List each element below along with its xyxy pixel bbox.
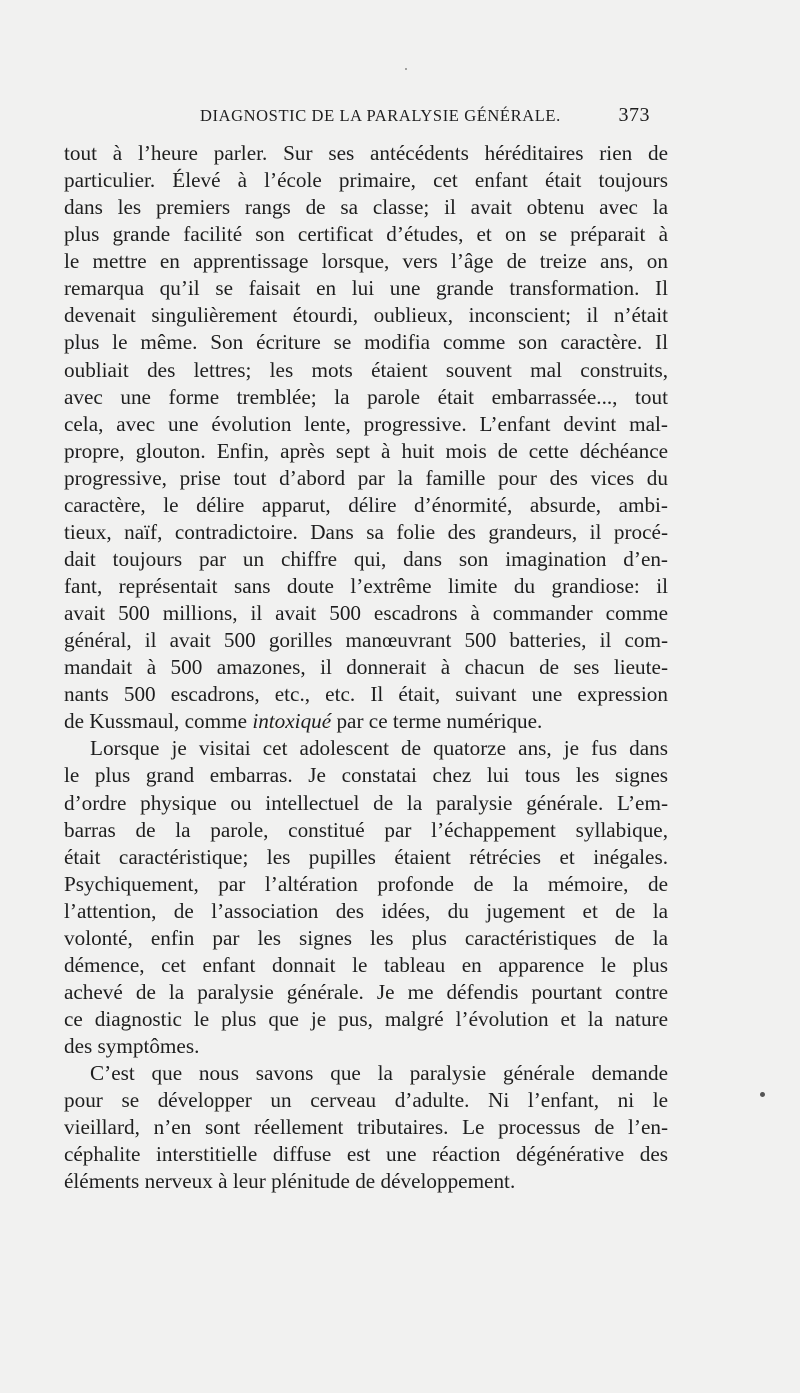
text-line: achevé de la paralysie générale. Je me défendis pourtant contre (64, 979, 668, 1004)
text-line: céphalite interstitielle diffuse est une réaction dégénérative des (64, 1142, 668, 1167)
text-line: Psychiquement, par l’altération profonde de la mémoire, de (64, 871, 668, 896)
text-line: des symptômes. (64, 1034, 200, 1059)
running-title: DIAGNOSTIC DE LA PARALYSIE GÉNÉRALE. (200, 106, 561, 125)
paragraph-first-line: C’est que nous savons que la paralysie générale demande (90, 1061, 668, 1086)
scan-speck (760, 1092, 765, 1097)
text-line: général, il avait 500 gorilles manœuvrant 500 batteries, il com- (64, 628, 668, 653)
text-line: plus grande facilité son certificat d’études, et on se préparait à (64, 222, 668, 247)
italic-term: intoxiqué (252, 709, 332, 734)
text-line: oubliait des lettres; les mots étaient souvent mal construits, (64, 357, 668, 382)
scan-speck (405, 68, 407, 70)
text-line: tout à l’heure parler. Sur ses antécédents héréditaires rien de (64, 141, 668, 165)
text-line: était caractéristique; les pupilles étaient rétrécies et inégales. (64, 844, 668, 869)
text-line: barras de la parole, constitué par l’échappement syllabique, (64, 817, 668, 842)
text-segment: par ce terme numérique. (331, 709, 543, 734)
text-segment: de Kussmaul, comme (64, 709, 253, 734)
text-line: tieux, naïf, contradictoire. Dans sa folie des grandeurs, il procé- (64, 519, 668, 544)
text-line: le plus grand embarras. Je constatai chez lui tous les signes (64, 763, 668, 788)
text-line: avec une forme tremblée; la parole était embarrassée..., tout (64, 384, 668, 409)
text-line: devenait singulièrement étourdi, oublieux, inconscient; il n’était (64, 303, 668, 328)
text-line: progressive, prise tout d’abord par la famille pour des vices du (64, 465, 668, 490)
text-line: le mettre en apprentissage lorsque, vers l’âge de treize ans, on (64, 249, 668, 274)
text-line: dans les premiers rangs de sa classe; il avait obtenu avec la (64, 195, 668, 220)
text-line: propre, glouton. Enfin, après sept à huit mois de cette déchéance (64, 438, 668, 463)
text-line: éléments nerveux à leur plénitude de développement. (64, 1169, 516, 1194)
body-text (64, 140, 668, 1195)
text-line: remarqua qu’il se faisait en lui une grande transformation. Il (64, 276, 668, 301)
text-line: volonté, enfin par les signes les plus caractéristiques de la (64, 925, 668, 950)
page-number: 373 (618, 104, 650, 126)
text-line (64, 708, 668, 735)
text-line: vieillard, n’en sont réellement tributaires. Le processus de l’en- (64, 1115, 668, 1140)
text-line: ce diagnostic le plus que je pus, malgré l’évolution et la nature (64, 1007, 668, 1031)
running-head (200, 106, 650, 132)
text-line: plus le même. Son écriture se modifia comme son caractère. Il (64, 330, 668, 355)
text-line: particulier. Élevé à l’école primaire, cet enfant était toujours (64, 168, 668, 193)
text-line: d’ordre physique ou intellectuel de la paralysie générale. L’em- (64, 790, 668, 815)
text-line: caractère, le délire apparut, délire d’énormité, absurde, ambi- (64, 492, 668, 517)
text-line: pour se développer un cerveau d’adulte. Ni l’enfant, ni le (64, 1088, 668, 1113)
text-line: avait 500 millions, il avait 500 escadrons à commander comme (64, 601, 668, 626)
text-line: démence, cet enfant donnait le tableau en apparence le plus (64, 952, 668, 977)
text-line: fant, représentait sans doute l’extrême limite du grandiose: il (64, 574, 668, 598)
text-line: mandait à 500 amazones, il donnerait à chacun de ses lieute- (64, 655, 668, 680)
text-line: dait toujours par un chiffre qui, dans son imagination d’en- (64, 546, 668, 571)
text-line: cela, avec une évolution lente, progressive. L’enfant devint mal- (64, 411, 668, 436)
text-line: l’attention, de l’association des idées, du jugement et de la (64, 898, 668, 923)
text-line: nants 500 escadrons, etc., etc. Il était, suivant une expression (64, 682, 668, 707)
paragraph-first-line: Lorsque je visitai cet adolescent de quatorze ans, je fus dans (90, 736, 668, 761)
